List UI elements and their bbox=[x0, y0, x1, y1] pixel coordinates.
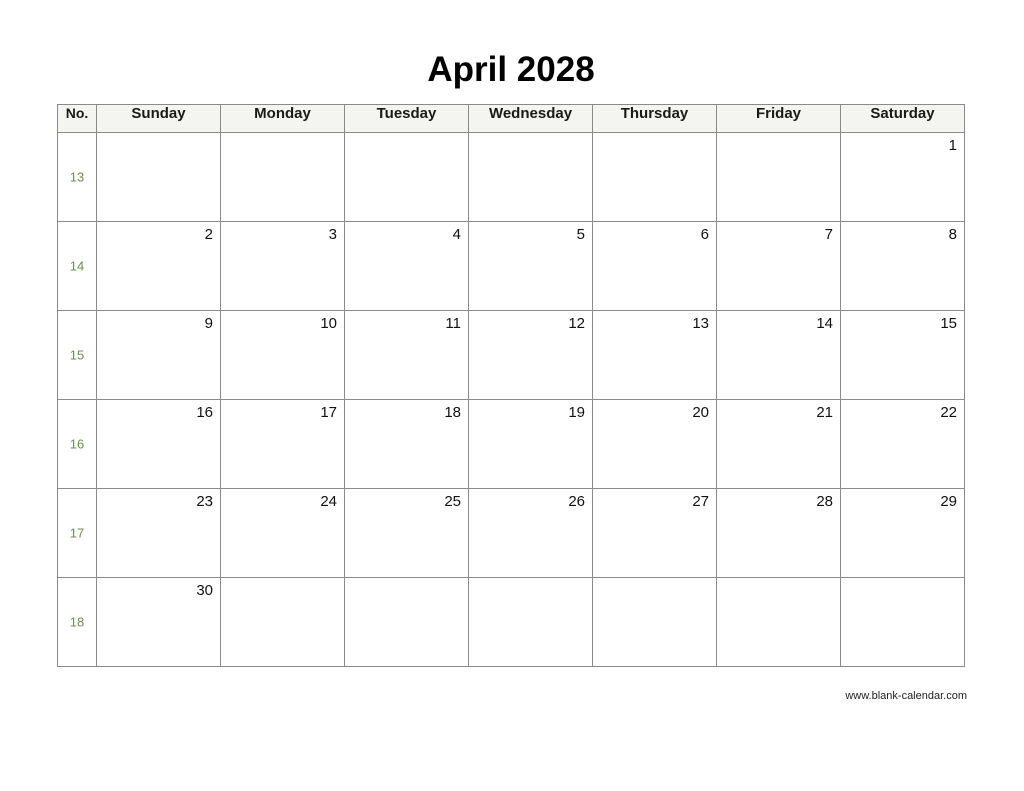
day-cell[interactable] bbox=[221, 222, 345, 311]
day-cell[interactable] bbox=[221, 578, 345, 667]
week-number-cell bbox=[58, 578, 97, 667]
day-number: 25 bbox=[444, 493, 461, 510]
day-cell[interactable] bbox=[841, 311, 965, 400]
day-cell[interactable] bbox=[593, 489, 717, 578]
day-cell[interactable] bbox=[841, 222, 965, 311]
week-number-cell bbox=[58, 133, 97, 222]
day-number: 18 bbox=[444, 404, 461, 421]
day-number: 26 bbox=[568, 493, 585, 510]
day-cell[interactable] bbox=[97, 222, 221, 311]
day-cell[interactable] bbox=[841, 489, 965, 578]
day-cell[interactable] bbox=[593, 222, 717, 311]
week-number: 17 bbox=[69, 525, 85, 541]
week-number: 14 bbox=[69, 258, 85, 274]
day-header-sunday: Sunday bbox=[97, 105, 221, 133]
day-number: 29 bbox=[940, 493, 957, 510]
calendar-week-row bbox=[58, 489, 965, 578]
day-number: 20 bbox=[692, 404, 709, 421]
calendar-week-row bbox=[58, 578, 965, 667]
day-number: 2 bbox=[204, 226, 213, 243]
week-number-cell bbox=[58, 222, 97, 311]
day-header-tuesday: Tuesday bbox=[345, 105, 469, 133]
day-number: 23 bbox=[196, 493, 213, 510]
week-number: 15 bbox=[69, 347, 85, 363]
calendar-header-row bbox=[58, 105, 965, 133]
day-cell[interactable] bbox=[469, 400, 593, 489]
calendar-week-row bbox=[58, 222, 965, 311]
day-cell[interactable] bbox=[345, 133, 469, 222]
day-cell[interactable] bbox=[717, 133, 841, 222]
day-number: 5 bbox=[576, 226, 585, 243]
day-cell[interactable] bbox=[97, 400, 221, 489]
day-number: 19 bbox=[568, 404, 585, 421]
day-number: 4 bbox=[452, 226, 461, 243]
calendar-week-row bbox=[58, 400, 965, 489]
day-cell[interactable] bbox=[841, 133, 965, 222]
day-number: 6 bbox=[700, 226, 709, 243]
day-number: 22 bbox=[940, 404, 957, 421]
page-title: April 2028 bbox=[427, 50, 595, 89]
day-cell[interactable] bbox=[593, 133, 717, 222]
day-cell[interactable] bbox=[345, 311, 469, 400]
day-number: 10 bbox=[320, 315, 337, 332]
day-cell[interactable] bbox=[345, 400, 469, 489]
day-cell[interactable] bbox=[469, 489, 593, 578]
day-cell[interactable] bbox=[221, 400, 345, 489]
day-number: 15 bbox=[940, 315, 957, 332]
week-number: 13 bbox=[69, 169, 85, 185]
day-cell[interactable] bbox=[717, 578, 841, 667]
day-cell[interactable] bbox=[345, 222, 469, 311]
day-number: 8 bbox=[948, 226, 957, 243]
day-cell[interactable] bbox=[593, 578, 717, 667]
calendar-week-row bbox=[58, 311, 965, 400]
day-cell[interactable] bbox=[593, 311, 717, 400]
day-cell[interactable] bbox=[717, 400, 841, 489]
day-header-wednesday: Wednesday bbox=[469, 105, 593, 133]
day-cell[interactable] bbox=[469, 578, 593, 667]
day-cell[interactable] bbox=[97, 311, 221, 400]
day-cell[interactable] bbox=[345, 578, 469, 667]
source-url: www.blank-calendar.com bbox=[845, 690, 967, 702]
day-number: 12 bbox=[568, 315, 585, 332]
day-header-thursday: Thursday bbox=[593, 105, 717, 133]
day-header-friday: Friday bbox=[717, 105, 841, 133]
day-number: 1 bbox=[948, 137, 957, 154]
week-number-column-header: No. bbox=[58, 105, 97, 133]
day-number: 16 bbox=[196, 404, 213, 421]
week-number-cell bbox=[58, 311, 97, 400]
day-number: 7 bbox=[824, 226, 833, 243]
calendar-table bbox=[57, 104, 965, 667]
calendar-body bbox=[58, 133, 965, 667]
day-header-monday: Monday bbox=[221, 105, 345, 133]
day-number: 21 bbox=[816, 404, 833, 421]
week-number-cell bbox=[58, 489, 97, 578]
week-number-cell bbox=[58, 400, 97, 489]
day-cell[interactable] bbox=[469, 222, 593, 311]
calendar-container bbox=[57, 50, 965, 667]
day-cell[interactable] bbox=[717, 222, 841, 311]
day-cell[interactable] bbox=[221, 311, 345, 400]
week-number: 18 bbox=[69, 614, 85, 630]
day-number: 11 bbox=[445, 315, 461, 332]
day-cell[interactable] bbox=[345, 489, 469, 578]
day-cell[interactable] bbox=[97, 489, 221, 578]
day-cell[interactable] bbox=[717, 489, 841, 578]
day-cell[interactable] bbox=[841, 578, 965, 667]
day-header-saturday: Saturday bbox=[841, 105, 965, 133]
day-cell[interactable] bbox=[97, 133, 221, 222]
day-cell[interactable] bbox=[97, 578, 221, 667]
day-number: 24 bbox=[320, 493, 337, 510]
week-number: 16 bbox=[69, 436, 85, 452]
day-number: 3 bbox=[328, 226, 337, 243]
day-cell[interactable] bbox=[469, 133, 593, 222]
day-number: 27 bbox=[692, 493, 709, 510]
day-cell[interactable] bbox=[593, 400, 717, 489]
day-cell[interactable] bbox=[221, 489, 345, 578]
day-cell[interactable] bbox=[469, 311, 593, 400]
day-number: 13 bbox=[692, 315, 709, 332]
day-number: 28 bbox=[816, 493, 833, 510]
day-number: 14 bbox=[816, 315, 833, 332]
day-number: 30 bbox=[196, 582, 213, 599]
day-cell[interactable] bbox=[717, 311, 841, 400]
day-number: 17 bbox=[320, 404, 337, 421]
day-cell[interactable] bbox=[221, 133, 345, 222]
day-cell[interactable] bbox=[841, 400, 965, 489]
day-number: 9 bbox=[204, 315, 213, 332]
calendar-week-row bbox=[58, 133, 965, 222]
